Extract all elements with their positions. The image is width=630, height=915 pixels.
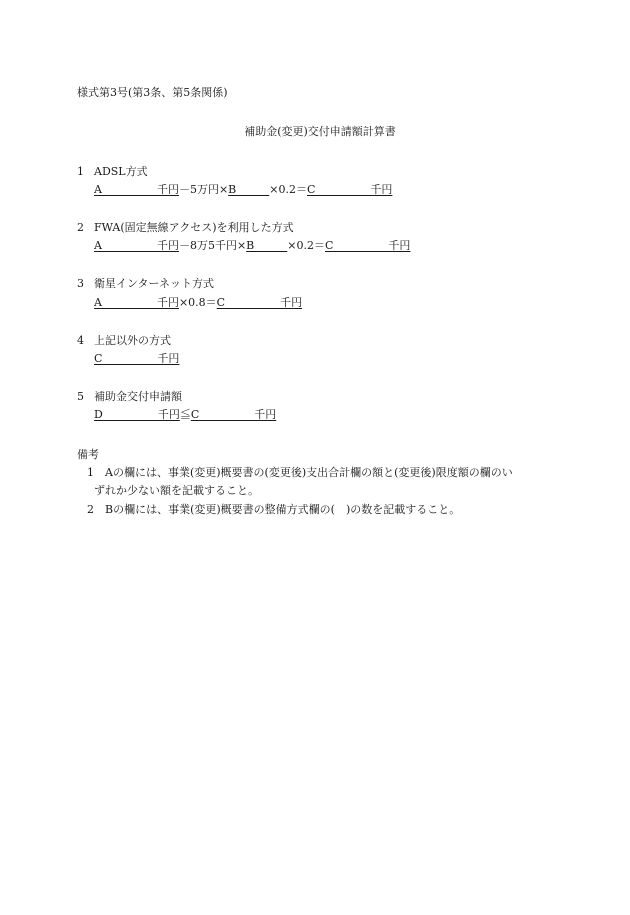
field-c: C 千円: [306, 183, 393, 196]
field-d: D 千円: [94, 408, 180, 421]
section-3-heading: [77, 275, 214, 291]
section-4-formula: [94, 350, 179, 366]
section-2-heading: [77, 219, 294, 235]
section-4-heading: [77, 332, 171, 348]
section-number: 1: [77, 165, 84, 178]
section-1-heading: [77, 163, 148, 179]
section-number: 4: [77, 334, 84, 347]
section-title: FWA(固定無線アクセス)を利用した方式: [94, 221, 294, 234]
remark-2: [87, 501, 460, 517]
field-c: C 千円: [324, 239, 411, 252]
section-3-formula: [94, 294, 302, 310]
field-b: B: [246, 239, 288, 252]
section-2-formula: [94, 237, 410, 253]
operator: ≦: [179, 408, 191, 421]
section-title: 衛星インターネット方式: [94, 277, 215, 290]
remark-number: 1: [87, 466, 94, 479]
field-a: A 千円: [94, 296, 179, 309]
remark-number: 2: [87, 503, 94, 516]
operator: ×0.2＝: [269, 183, 307, 196]
section-1-formula: [94, 181, 392, 197]
section-title: 補助金交付申請額: [94, 390, 182, 403]
document-title: 補助金(変更)交付申請額計算書: [244, 125, 396, 138]
field-a: A 千円: [94, 183, 179, 196]
section-title: ADSL方式: [94, 165, 148, 178]
operator: －8万5千円×: [178, 239, 247, 252]
section-number: 3: [77, 277, 84, 290]
remarks-title: 備考: [77, 448, 99, 461]
remark-1: [87, 464, 513, 480]
remark-text: Aの欄には、事業(変更)概要書の(変更後)支出合計欄の額と(変更後)限度額の欄のい: [105, 466, 513, 479]
field-c: C 千円: [216, 296, 303, 309]
form-number: 様式第3号(第3条、第5条関係): [77, 86, 228, 99]
operator: ×0.2＝: [287, 239, 325, 252]
section-5-formula: [94, 406, 276, 422]
section-5-heading: [77, 388, 182, 404]
field-c: C 千円: [94, 352, 180, 365]
operator: ×0.8＝: [178, 296, 217, 309]
section-number: 5: [77, 390, 84, 403]
section-number: 2: [77, 221, 84, 234]
operator: －5万円×: [178, 183, 229, 196]
field-a: A 千円: [94, 239, 179, 252]
field-c: C 千円: [190, 408, 277, 421]
field-b: B: [228, 183, 270, 196]
section-title: 上記以外の方式: [94, 334, 171, 347]
remark-text: Bの欄には、事業(変更)概要書の整備方式欄の( )の数を記載すること。: [105, 503, 461, 516]
remark-1-continuation: ずれか少ない額を記載すること。: [94, 484, 259, 497]
